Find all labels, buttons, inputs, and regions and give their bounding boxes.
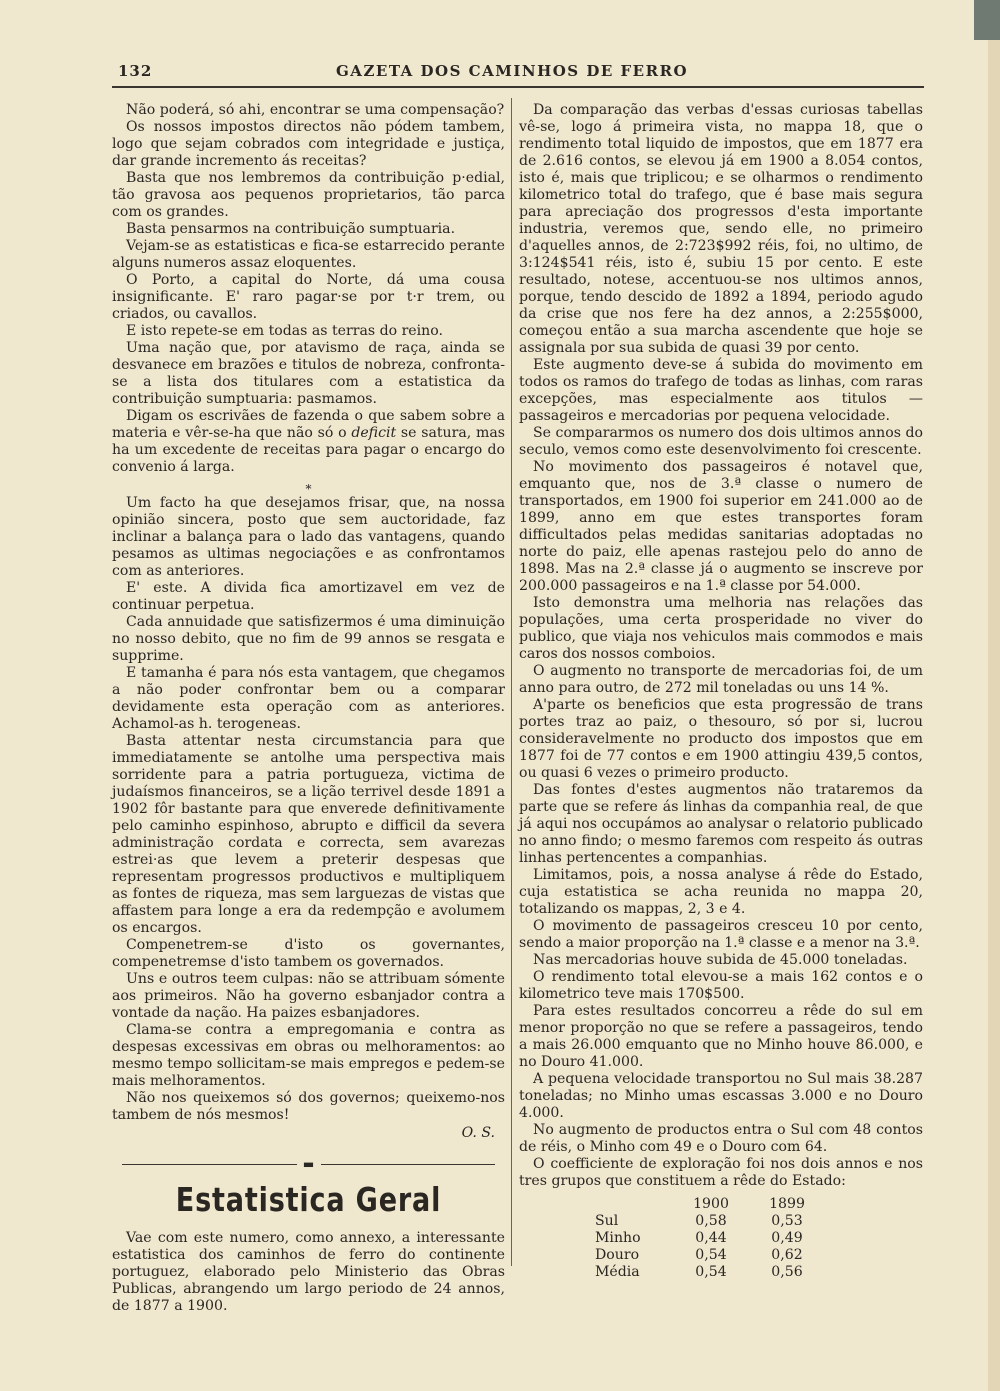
paragraph: O rendimento total elevou-se a mais 162 contos e o kilometrico teve mais 170$500.	[519, 969, 923, 1002]
column-divider	[511, 98, 512, 1266]
running-title: GAZETA DOS CAMINHOS DE FERRO	[336, 62, 689, 80]
paragraph: Cada annuidade que satisfizermos é uma diminuição no nosso debito, que no fim de 99 annos se resgata e supprime.	[112, 614, 505, 664]
table-cell: 0,58	[695, 1213, 727, 1229]
table-row	[519, 1213, 825, 1230]
paragraph: Uns e outros teem culpas: não se attribuam sómente aos primeiros. Não ha governo esbanjador contra a vontade da nação. Ha paizes esbanjadores.	[112, 971, 505, 1021]
page-edge	[988, 0, 1000, 1391]
table-cell: 0,44	[695, 1230, 727, 1246]
table-cell: 0,56	[771, 1264, 803, 1280]
row-label: Douro	[595, 1247, 640, 1263]
row-label: Média	[595, 1264, 640, 1280]
paragraph: No augmento de productos entra o Sul com 48 contos de réis, o Minho com 49 e o Douro com 64.	[519, 1122, 923, 1155]
paragraph: E isto repete-se em todas as terras do reino.	[126, 323, 443, 339]
paragraph: Nas mercadorias houve subida de 45.000 toneladas.	[533, 952, 908, 968]
paragraph: O movimento de passageiros cresceu 10 por cento, sendo a maior proporção na 1.ª classe e a menor na 3.ª.	[519, 918, 923, 951]
page-number: 132	[118, 62, 153, 80]
paragraph: Basta attentar nesta circumstancia para que immediatamente se antolhe uma perspectiva mais sorridente para a patria portugueza, victima de judaísmos financeiros, se a lição terrivel desde 1891 a 1902 fôr bastante para que enverede definitivamente pelo caminho espinhoso, abrupto e difficil da severa administração cordata e correcta, sem avarezas estrei·as que levem a preterir despesas que representam progressos productivos e multipliquem as fontes de riqueza, mas sem larguezas de vistas que affastem para longe a era da redempção e avolumem os encargos.	[112, 733, 505, 936]
deficit-paragraph	[112, 408, 505, 476]
text-run: Digam os escrivães de fazenda o que sabem sobre a materia e vêr-se-ha que não só o	[112, 408, 505, 441]
table-row	[519, 1230, 825, 1247]
column-header: 1899	[769, 1196, 805, 1212]
table-corner	[519, 1196, 673, 1213]
paragraph: A'parte os beneficios que esta progressão de trans portes traz ao paiz, o thesouro, só por si, lucrou consideravelmente no producto dos impostos que em 1877 foi de 77 contos e em 1900 attingiu 439,5 contos, ou quasi 6 vezes o primeiro producto.	[519, 697, 923, 781]
paragraph: Um facto ha que desejamos frisar, que, na nossa opinião sincera, posto que sem auctoridade, faz inclinar a balança para o lado das vantagens, quando pesamos as ultimas negociações e as confrontamos com as anteriores.	[112, 495, 505, 579]
section-paragraph: Vae com este numero, como annexo, a interessante estatistica dos caminhos de ferro do continente portuguez, elaborado pelo Ministerio das Obras Publicas, abrangendo um largo periodo de 24 annos, de 1877 a 1900.	[112, 1230, 505, 1314]
row-label: Sul	[595, 1213, 619, 1229]
left-column	[112, 102, 505, 1315]
header-rule	[112, 86, 924, 88]
paragraph: Os nossos impostos directos não pódem tambem, logo que sejam cobrados com integridade e justiça, dar grande incremento ás receitas?	[112, 119, 505, 169]
paragraph: Não nos queixemos só dos governos; queixemo-nos tambem de nós mesmos!	[112, 1090, 505, 1123]
paragraph: Clama-se contra a empregomania e contra as despesas excessivas em obras ou melhoramentos: ao mesmo tempo sollicitam-se mais empregos e pedem-se mais melhoramentos.	[112, 1022, 505, 1089]
paragraph: E' este. A divida fica amortizavel em vez de continuar perpetua.	[112, 580, 505, 613]
paragraph: Para estes resultados concorreu a rêde do sul em menor proporção no que se refere a passageiros, tendo a mais 26.000 emquanto que no Minho houve 86.000, e no Douro 41.000.	[519, 1003, 923, 1070]
article-part-one	[112, 102, 505, 476]
paragraph: O Porto, a capital do Norte, dá uma cousa insignificante. E' raro pagar·se por t·r trem, ou criados, ou cavallos.	[112, 272, 505, 322]
table-row	[519, 1247, 825, 1264]
article-part-two	[112, 495, 505, 1124]
ornament-icon: ▬	[297, 1157, 321, 1171]
section-asterisk: *	[305, 482, 312, 496]
paragraph: Das fontes d'estes augmentos não trataremos da parte que se refere ás linhas da companhia real, de que já aqui nos occupámos ao analysar o relatorio publicado no anno findo; o mesmo faremos com respeito ás outras linhas pertencentes a companhias.	[519, 782, 923, 866]
section-title: Estatistica Geral	[175, 1180, 442, 1219]
paragraph: Este augmento deve-se á subida do movimento em todos os ramos do trafego de todas as linhas, com raras excepções, mas especialmente aos titulos — passageiros e mercadorias por pequena velocidade.	[519, 357, 923, 424]
table-cell: 0,54	[695, 1247, 727, 1263]
table-row	[519, 1264, 825, 1281]
paragraph: Da comparação das verbas d'essas curiosas tabellas vê-se, logo á primeira vista, no mappa 18, que o rendimento total liquido de impostos, que em 1877 era de 2.616 contos, se elevou já em 1900 a 8.054 contos, isto é, mais que triplicou; e se olharmos o rendimento kilometrico total do trafego, que é base mais segura para apreciação dos progressos d'esta importante industria, veremos que, sendo elle, no primeiro d'aquelles annos, de 2:723$992 réis, foi, no ultimo, de 3:124$541 réis, isto é, subiu 15 por cento. E este resultado, notese, accentuou-se nos ultimos annos, porque, tendo descido de 1892 a 1894, periodo agudo da crise que nos fere ha dez annos, a 2:255$000, começou então a sua marcha ascendente que hoje se assignala por sua subida de quasi 39 por cento.	[519, 102, 923, 356]
paragraph: Não poderá, só ahi, encontrar se uma compensação?	[126, 102, 505, 118]
paragraph: Compenetrem-se d'isto os governantes, compenetremse d'isto tambem os governados.	[112, 937, 505, 970]
paragraph: Basta pensarmos na contribuição sumptuaria.	[126, 221, 456, 237]
paragraph: No movimento dos passageiros é notavel que, emquanto que, nos de 3.ª classe o numero de transportados, em 1900 foi superior em 241.000 ao de 1899, anno em que estes transportes foram difficultados pelas medidas sanitarias adoptadas no norte do paiz, elle apenas rastejou pelo do anno de 1898. Mas na 2.ª classe já o augmento se inscreve por 200.000 passageiros e na 1.ª classe por 54.000.	[519, 459, 923, 594]
paragraph: A pequena velocidade transportou no Sul mais 38.287 toneladas; no Minho umas escassas 3.000 e no Douro 4.000.	[519, 1071, 923, 1121]
column-header: 1900	[693, 1196, 729, 1212]
table-cell: 0,53	[771, 1213, 803, 1229]
author-signature: O. S.	[461, 1125, 495, 1141]
page-corner-tab	[974, 0, 1000, 40]
exploitation-ratio-table	[519, 1196, 825, 1281]
table-cell: 0,54	[695, 1264, 727, 1280]
paragraph: O augmento no transporte de mercadorias foi, de um anno para outro, de 272 mil toneladas ou uns 14 %.	[519, 663, 923, 696]
row-label: Minho	[595, 1230, 641, 1246]
table-cell: 0,49	[771, 1230, 803, 1246]
paragraph: O coefficiente de exploração foi nos dois annos e nos tres grupos que constituem a rêde do Estado:	[519, 1156, 923, 1189]
right-column	[519, 102, 923, 1281]
table-header-row	[519, 1196, 825, 1213]
paragraph: Isto demonstra uma melhoria nas relações das populações, uma certa prosperidade no viver do publico, que viaja nos vehiculos mais commodos e mais caros dos nossos comboios.	[519, 595, 923, 662]
table-cell: 0,62	[771, 1247, 803, 1263]
paragraph: Vejam-se as estatisticas e fica-se estarrecido perante alguns numeros assaz eloquentes.	[112, 238, 505, 271]
page-header	[118, 62, 922, 86]
paragraph: Uma nação que, por atavismo de raça, ainda se desvanece em brazões e titulos de nobreza, confronta-se a lista dos titulares com a estatistica da contribuição sumptuaria: pasmamos.	[112, 340, 505, 407]
paragraph: Limitamos, pois, a nossa analyse á rêde do Estado, cuja estatistica se acha reunida no mappa 20, totalizando os mappas, 2, 3 e 4.	[519, 867, 923, 917]
paragraph: E tamanha é para nós esta vantagem, que chegamos a não poder confrontar bem ou a comparar devidamente esta operação com as anteriores. Achamol-as h. terogeneas.	[112, 665, 505, 732]
ornamental-rule	[112, 1154, 505, 1176]
italic-term: deficit	[351, 425, 397, 441]
paragraph: Se compararmos os numero dos dois ultimos annos do seculo, vemos como este desenvolvimento foi crescente.	[519, 425, 923, 458]
text-run: se satura, mas ha um excedente de receitas para pagar o encargo do convenio á larga.	[112, 425, 505, 475]
paragraph: Basta que nos lembremos da contribuição p·edial, tão gravosa aos pequenos proprietarios, tão parca com os grandes.	[112, 170, 505, 220]
